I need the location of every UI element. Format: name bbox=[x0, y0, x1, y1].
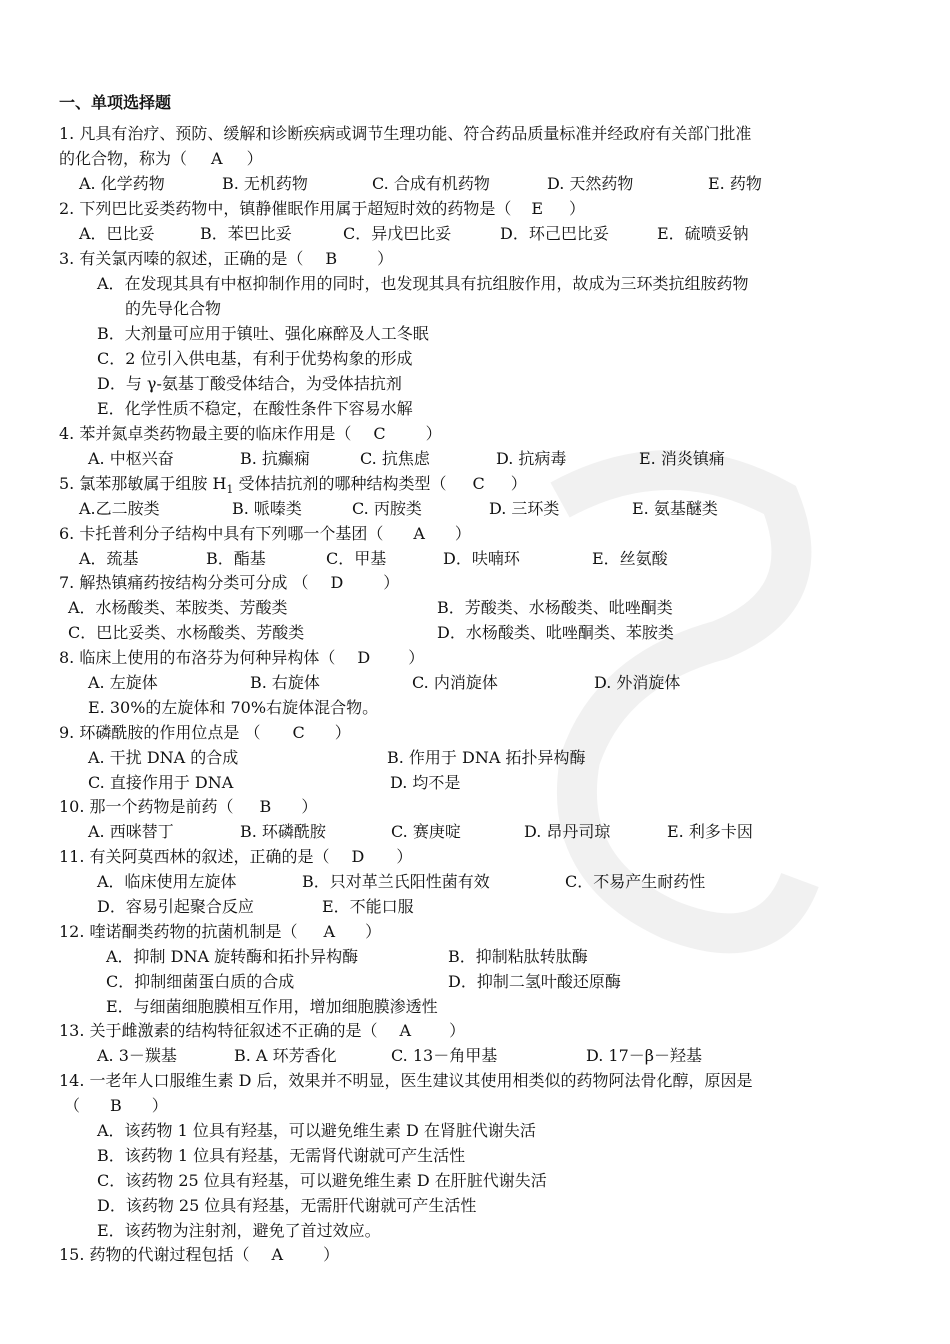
question-8-stem: 8. 临床上使用的布洛芬为何种异构体（ D ） bbox=[59, 648, 425, 667]
q1-option-e: E. 药物 bbox=[708, 174, 762, 193]
q3-option-d: D．与 γ-氨基丁酸受体结合，为受体拮抗剂 bbox=[97, 374, 402, 393]
q10-option-a: A. 西咪替丁 bbox=[88, 822, 174, 841]
watermark-logo bbox=[520, 440, 820, 1000]
q12-option-c: C．抑制细菌蛋白质的合成 bbox=[106, 972, 295, 991]
q9-option-a: A. 干扰 DNA 的合成 bbox=[88, 748, 239, 767]
q14-option-d: D．该药物 25 位具有羟基，无需肝代谢就可产生活性 bbox=[97, 1196, 477, 1215]
question-3-answer: B bbox=[325, 249, 338, 268]
q2-option-c: C．异戊巴比妥 bbox=[343, 224, 452, 243]
question-2-stem: 2. 下列巴比妥类药物中，镇静催眠作用属于超短时效的药物是（ E ） bbox=[59, 199, 586, 218]
q3-option-c: C．2 位引入供电基，有利于优势构象的形成 bbox=[97, 349, 413, 368]
q7-option-a: A．水杨酸类、苯胺类、芳酸类 bbox=[68, 598, 288, 617]
q2-option-d: D．环己巴比妥 bbox=[500, 224, 609, 243]
question-4-answer: C bbox=[373, 424, 386, 443]
question-9-answer: C bbox=[292, 723, 305, 742]
q6-option-b: B．酯基 bbox=[206, 549, 266, 568]
q9-option-b: B. 作用于 DNA 拓扑异构酶 bbox=[387, 748, 586, 767]
q8-option-c: C. 内消旋体 bbox=[412, 673, 498, 692]
q11-option-e: E．不能口服 bbox=[322, 897, 414, 916]
question-11-stem: 11. 有关阿莫西林的叙述，正确的是（ D ） bbox=[59, 847, 413, 866]
question-12-answer: A bbox=[323, 922, 336, 941]
q14-option-b: B．该药物 1 位具有羟基，无需肾代谢就可产生活性 bbox=[97, 1146, 466, 1165]
q14-option-c: C．该药物 25 位具有羟基，可以避免维生素 D 在肝脏代谢失活 bbox=[97, 1171, 547, 1190]
q10-option-e: E. 利多卡因 bbox=[667, 822, 753, 841]
q8-option-e: E. 30%的左旋体和 70%右旋体混合物。 bbox=[88, 698, 379, 717]
question-7-stem: 7. 解热镇痛药按结构分类可分成 （ D ） bbox=[59, 573, 400, 592]
q6-option-c: C．甲基 bbox=[326, 549, 387, 568]
q12-option-b: B．抑制粘肽转肽酶 bbox=[448, 947, 588, 966]
q7-option-d: D．水杨酸类、吡唑酮类、苯胺类 bbox=[437, 623, 674, 642]
q3-option-a-cont: 的先导化合物 bbox=[125, 299, 222, 318]
q5-option-b: B. 哌嗪类 bbox=[232, 499, 302, 518]
question-1-answer: A bbox=[211, 149, 223, 168]
question-5-answer: C bbox=[472, 474, 485, 493]
question-3-stem: 3. 有关氯丙嗪的叙述，正确的是（ B ） bbox=[59, 249, 394, 268]
question-5-stem: 5. 氯苯那敏属于组胺 $H_1$ 受体拮抗剂的哪种结构类型（ C ） bbox=[59, 474, 527, 497]
question-13-stem: 13. 关于雌激素的结构特征叙述不正确的是（ A ） bbox=[59, 1021, 466, 1040]
question-14-stem-cont: （ B ） bbox=[64, 1096, 168, 1115]
q4-option-b: B. 抗癫痫 bbox=[240, 449, 310, 468]
q8-option-a: A. 左旋体 bbox=[88, 673, 158, 692]
q10-option-d: D. 昂丹司琼 bbox=[524, 822, 611, 841]
q11-option-b: B．只对革兰氏阳性菌有效 bbox=[302, 872, 490, 891]
question-4-stem: 4. 苯并氮卓类药物最主要的临床作用是（ C ） bbox=[59, 424, 442, 443]
q9-option-d: D. 均不是 bbox=[390, 773, 461, 792]
question-1-stem: 1. 凡具有治疗、预防、缓解和诊断疾病或调节生理功能、符合药品质量标准并经政府有关部门批准 bbox=[59, 124, 752, 143]
q12-option-e: E．与细菌细胞膜相互作用，增加细胞膜渗透性 bbox=[106, 997, 438, 1016]
q6-option-a: A．巯基 bbox=[79, 549, 139, 568]
question-12-stem: 12. 喹诺酮类药物的抗菌机制是（ A ） bbox=[59, 922, 382, 941]
q13-option-d: D. 17－β－羟基 bbox=[586, 1046, 703, 1065]
q12-option-d: D．抑制二氢叶酸还原酶 bbox=[448, 972, 621, 991]
question-9-stem: 9. 环磷酰胺的作用位点是 （ C ） bbox=[59, 723, 351, 742]
q1-option-c: C. 合成有机药物 bbox=[372, 174, 490, 193]
question-14-stem: 14. 一老年人口服维生素 D 后，效果并不明显，医生建议其使用相类似的药物阿法骨化醇，原因是 bbox=[59, 1071, 753, 1090]
q4-option-a: A. 中枢兴奋 bbox=[88, 449, 174, 468]
q9-option-c: C. 直接作用于 DNA bbox=[88, 773, 234, 792]
question-15-stem: 15. 药物的代谢过程包括（ A ） bbox=[59, 1245, 340, 1264]
q6-option-e: E．丝氨酸 bbox=[592, 549, 668, 568]
question-10-answer: B bbox=[259, 797, 272, 816]
question-1-stem-cont: 的化合物，称为（ A ） bbox=[59, 149, 263, 168]
q13-option-c: C. 13－角甲基 bbox=[391, 1046, 498, 1065]
q1-option-a: A. 化学药物 bbox=[79, 174, 165, 193]
q14-option-e: E．该药物为注射剂，避免了首过效应。 bbox=[97, 1221, 381, 1240]
q4-option-d: D. 抗病毒 bbox=[496, 449, 567, 468]
q11-option-d: D．容易引起聚合反应 bbox=[97, 897, 254, 916]
question-13-answer: A bbox=[399, 1021, 412, 1040]
q10-option-c: C. 赛庚啶 bbox=[391, 822, 461, 841]
question-2-answer: E bbox=[531, 199, 544, 218]
q1-option-b: B. 无机药物 bbox=[222, 174, 308, 193]
q13-option-b: B. A 环芳香化 bbox=[234, 1046, 337, 1065]
question-8-answer: D bbox=[357, 648, 371, 667]
question-15-answer: A bbox=[271, 1245, 284, 1264]
q2-option-a: A．巴比妥 bbox=[79, 224, 155, 243]
question-6-stem: 6. 卡托普利分子结构中具有下列哪一个基团（ A ） bbox=[59, 524, 471, 543]
q1-option-d: D. 天然药物 bbox=[547, 174, 634, 193]
q7-option-b: B．芳酸类、水杨酸类、吡唑酮类 bbox=[437, 598, 673, 617]
question-11-answer: D bbox=[351, 847, 365, 866]
q11-option-c: C．不易产生耐药性 bbox=[565, 872, 706, 891]
q3-option-e: E．化学性质不稳定，在酸性条件下容易水解 bbox=[97, 399, 413, 418]
q10-option-b: B. 环磷酰胺 bbox=[240, 822, 326, 841]
question-10-stem: 10. 那一个药物是前药（ B ） bbox=[59, 797, 318, 816]
q4-option-c: C. 抗焦虑 bbox=[360, 449, 430, 468]
q7-option-c: C．巴比妥类、水杨酸类、芳酸类 bbox=[68, 623, 305, 642]
question-6-answer: A bbox=[413, 524, 425, 543]
q12-option-a: A．抑制 DNA 旋转酶和拓扑异构酶 bbox=[106, 947, 359, 966]
q5-option-a: A.乙二胺类 bbox=[79, 499, 160, 518]
q5-option-d: D. 三环类 bbox=[489, 499, 560, 518]
q2-option-e: E．硫喷妥钠 bbox=[657, 224, 749, 243]
q11-option-a: A．临床使用左旋体 bbox=[97, 872, 237, 891]
q5-option-e: E. 氨基醚类 bbox=[632, 499, 718, 518]
q4-option-e: E. 消炎镇痛 bbox=[639, 449, 725, 468]
q8-option-b: B. 右旋体 bbox=[250, 673, 320, 692]
q13-option-a: A. 3－羰基 bbox=[97, 1046, 177, 1065]
q8-option-d: D. 外消旋体 bbox=[594, 673, 681, 692]
q5-option-c: C. 丙胺类 bbox=[352, 499, 422, 518]
q6-option-d: D．呋喃环 bbox=[443, 549, 520, 568]
section-title: 一、单项选择题 bbox=[59, 93, 172, 112]
question-14-answer: B bbox=[110, 1096, 122, 1115]
q3-option-b: B．大剂量可应用于镇吐、强化麻醉及人工冬眠 bbox=[97, 324, 429, 343]
q3-option-a: A．在发现其具有中枢抑制作用的同时，也发现其具有抗组胺作用，故成为三环类抗组胺药物 bbox=[97, 274, 749, 293]
q2-option-b: B．苯巴比妥 bbox=[200, 224, 292, 243]
question-7-answer: D bbox=[330, 573, 344, 592]
q14-option-a: A．该药物 1 位具有羟基，可以避免维生素 D 在肾脏代谢失活 bbox=[97, 1121, 536, 1140]
